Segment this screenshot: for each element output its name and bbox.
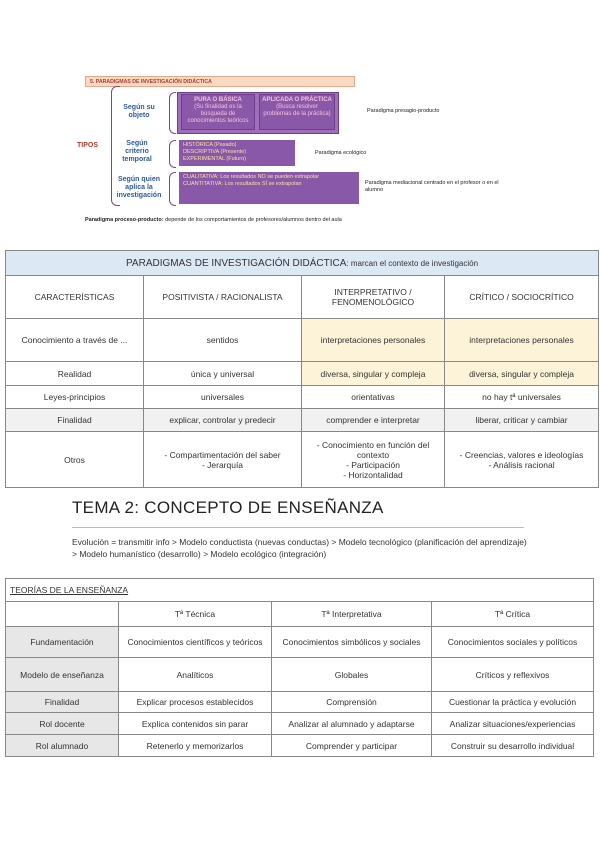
table-row bbox=[6, 319, 599, 362]
table-cell: Fundamentación bbox=[6, 627, 119, 658]
teaching-theories-table bbox=[5, 578, 594, 757]
table2-header bbox=[6, 602, 119, 627]
table-cell: Críticos y reflexivos bbox=[432, 658, 594, 692]
table-cell: diversa, singular y compleja bbox=[302, 362, 445, 386]
table-cell: Explica contenidos sin parar bbox=[119, 713, 272, 735]
table-cell: Analizar situaciones/experiencias bbox=[432, 713, 594, 735]
label-segun-aplica: Según quien aplica la investigación bbox=[116, 176, 162, 199]
cuantitativa-item: CUANTITATIVA: Los resultados SÍ se extrapolan bbox=[183, 181, 302, 187]
table-row bbox=[6, 362, 599, 386]
table-cell: Modelo de enseñanza bbox=[6, 658, 119, 692]
table-cell: interpretaciones personales bbox=[302, 319, 445, 362]
table-cell: orientativas bbox=[302, 386, 445, 409]
table-cell: Conocimientos simbólicos y sociales bbox=[272, 627, 432, 658]
label-segun-objeto: Según su objeto bbox=[123, 104, 155, 119]
temporal-bracket bbox=[169, 140, 176, 168]
table1-header: CRÍTICO / SOCIOCRÍTICO bbox=[445, 276, 599, 319]
table-row bbox=[6, 658, 594, 692]
table-cell: explicar, controlar y predecir bbox=[144, 409, 302, 432]
aplica-bracket bbox=[169, 172, 176, 206]
pura-desc: (Su finalidad es la búsqueda de conocimientos teóricos bbox=[187, 104, 249, 124]
section-title: TEMA 2: CONCEPTO DE ENSEÑANZA bbox=[72, 498, 384, 517]
table2-header: Tª Crítica bbox=[432, 602, 594, 627]
label-segun-temporal: Según criterio temporal bbox=[122, 140, 152, 163]
pura-title: PURA O BÁSICA bbox=[194, 97, 242, 103]
table-cell: - Compartimentación del saber - Jerarquía bbox=[144, 432, 302, 488]
temporal-item: HISTÓRICA (Pasado) bbox=[183, 142, 237, 148]
table-row bbox=[6, 627, 594, 658]
table-row bbox=[6, 692, 594, 713]
table-cell: Finalidad bbox=[6, 692, 119, 713]
evolution-text: Evolución = transmitir info > Modelo conductista (nuevas conductas) > Modelo tecnológico (planificación del aprendizaje) > Modelo humanístico (desarrollo) > Modelo ecológico (integración) bbox=[72, 537, 527, 559]
table-cell: Realidad bbox=[6, 362, 144, 386]
tipos-label: TIPOS bbox=[77, 142, 99, 149]
table1-subtitle: : marcan el contexto de investigación bbox=[346, 258, 479, 268]
table-cell: liberar, criticar y cambiar bbox=[445, 409, 599, 432]
table-cell: Otros bbox=[6, 432, 144, 488]
table-cell: Construir su desarrollo individual bbox=[432, 735, 594, 757]
table-cell: Comprender y participar bbox=[272, 735, 432, 757]
table-cell: Leyes-principios bbox=[6, 386, 144, 409]
paradigms-diagram bbox=[75, 70, 505, 230]
table-cell: Rol alumnado bbox=[6, 735, 119, 757]
paradigms-table bbox=[5, 250, 599, 488]
table-cell: - Creencias, valores e ideologías - Análisis racional bbox=[445, 432, 599, 488]
temporal-item: DESCRIPTIVA (Presente) bbox=[183, 149, 247, 155]
table1-title: PARADIGMAS DE INVESTIGACIÓN DIDÁCTICA bbox=[126, 257, 347, 269]
table-cell: Analizar al alumnado y adaptarse bbox=[272, 713, 432, 735]
table-row bbox=[6, 713, 594, 735]
diagram-footnote bbox=[85, 217, 342, 223]
table-cell: Conocimientos sociales y políticos bbox=[432, 627, 594, 658]
table1-header: CARACTERÍSTICAS bbox=[6, 276, 144, 319]
table-cell: Rol docente bbox=[6, 713, 119, 735]
table-cell: Cuestionar la práctica y evolución bbox=[432, 692, 594, 713]
footnote-text: depende de los comportamientos de profesores/alumnos dentro del aula bbox=[165, 217, 342, 223]
table-cell: no hay tª universales bbox=[445, 386, 599, 409]
table-cell: Analíticos bbox=[119, 658, 272, 692]
table-cell: Comprensión bbox=[272, 692, 432, 713]
table-cell: Conocimiento a través de ... bbox=[6, 319, 144, 362]
table-cell: única y universal bbox=[144, 362, 302, 386]
table-cell: - Conocimiento en función del contexto - Participación - Horizontalidad bbox=[302, 432, 445, 488]
aplica-list bbox=[179, 172, 359, 204]
pura-box bbox=[181, 94, 255, 130]
note-ecologico: Paradigma ecológico bbox=[315, 150, 367, 156]
table-cell: Finalidad bbox=[6, 409, 144, 432]
table2-header: Tª Técnica bbox=[119, 602, 272, 627]
table-cell: comprender e interpretar bbox=[302, 409, 445, 432]
table-cell: Retenerlo y memorizarlos bbox=[119, 735, 272, 757]
table1-header: POSITIVISTA / RACIONALISTA bbox=[144, 276, 302, 319]
objeto-bracket bbox=[169, 92, 176, 134]
table2-title: TEORÍAS DE LA ENSEÑANZA bbox=[6, 579, 594, 602]
table-row bbox=[6, 735, 594, 757]
table-row bbox=[6, 409, 599, 432]
temporal-list bbox=[179, 140, 295, 166]
table-cell: Globales bbox=[272, 658, 432, 692]
footnote-bold: Paradigma proceso-producto: bbox=[85, 217, 164, 223]
cualitativa-item: CUALITATIVA: Los resultados NO se pueden extrapolar bbox=[183, 174, 320, 180]
table-row bbox=[6, 432, 599, 488]
table-cell: universales bbox=[144, 386, 302, 409]
aplicada-box bbox=[259, 94, 335, 130]
table-cell: diversa, singular y compleja bbox=[445, 362, 599, 386]
aplicada-title: APLICADA O PRÁCTICA bbox=[262, 97, 332, 103]
table-cell: interpretaciones personales bbox=[445, 319, 599, 362]
table1-header: INTERPRETATIVO / FENOMENOLÓGICO bbox=[302, 276, 445, 319]
aplicada-desc: (Busca resolver problemas de la práctica) bbox=[263, 104, 331, 117]
section-divider bbox=[72, 527, 524, 528]
note-mediacional: Paradigma mediacional centrado en el profesor o en el alumno bbox=[365, 180, 499, 193]
table-row bbox=[6, 386, 599, 409]
table2-header: Tª Interpretativa bbox=[272, 602, 432, 627]
table1-caption bbox=[6, 251, 599, 276]
table-cell: Explicar procesos establecidos bbox=[119, 692, 272, 713]
diagram-title: 5. PARADIGMAS DE INVESTIGACIÓN DIDÁCTICA bbox=[85, 76, 355, 87]
table-cell: sentidos bbox=[144, 319, 302, 362]
temporal-item: EXPERIMENTAL (Futuro) bbox=[183, 156, 246, 162]
note-presagio: Paradigma presagio-producto bbox=[367, 108, 440, 114]
table-cell: Conocimientos científicos y teóricos bbox=[119, 627, 272, 658]
